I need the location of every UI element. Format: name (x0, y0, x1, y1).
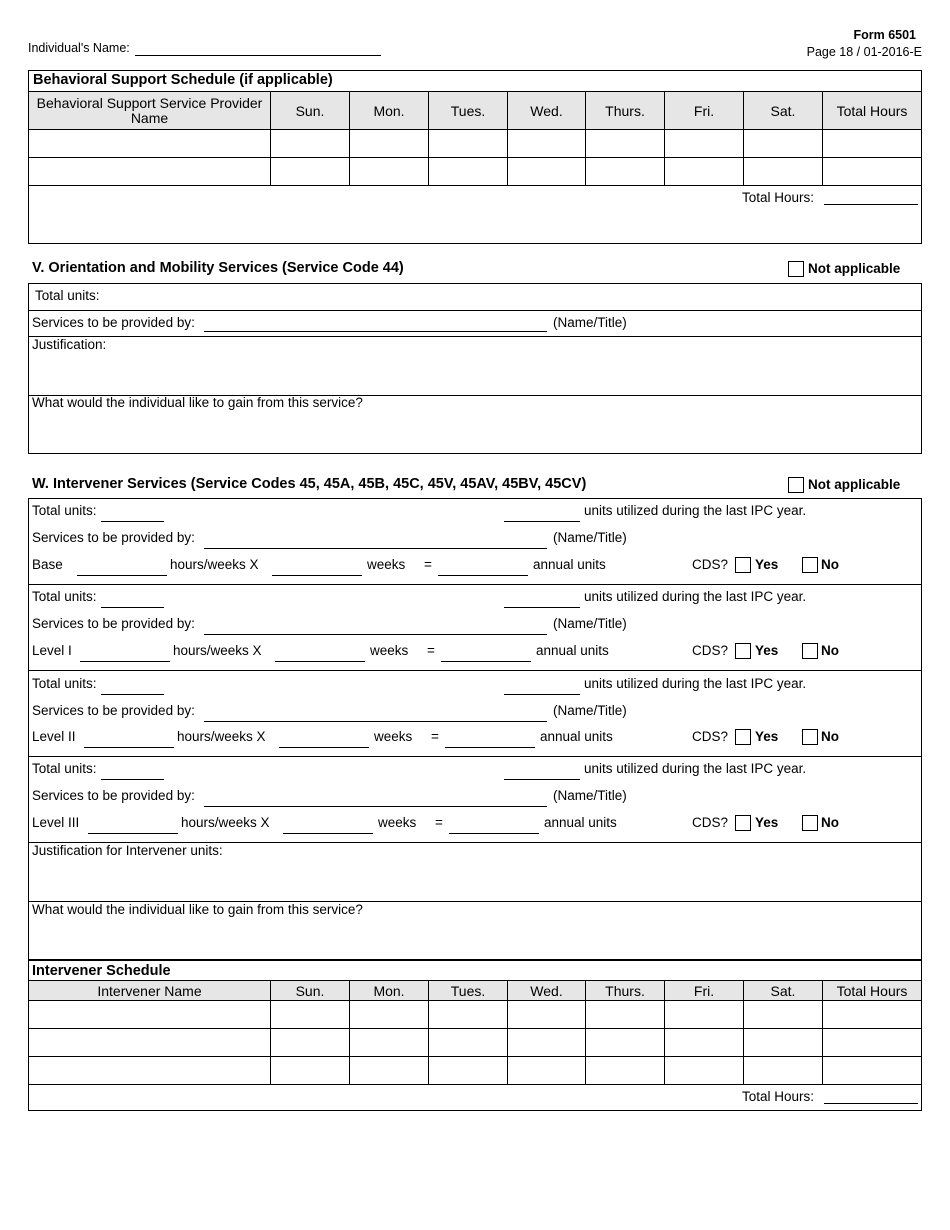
behavioral-support-title: Behavioral Support Schedule (if applicable) (33, 72, 333, 88)
column-header-provider-name: Behavioral Support Service Provider Name (29, 92, 271, 130)
table-cell[interactable] (744, 130, 823, 158)
table-cell[interactable] (29, 130, 271, 158)
table-row (29, 1029, 922, 1057)
table-cell[interactable] (586, 1001, 665, 1029)
section-v-not-applicable-checkbox[interactable] (788, 261, 804, 277)
table-cell[interactable] (350, 1029, 429, 1057)
table-cell[interactable] (823, 1029, 922, 1057)
total-units-label: Total units: (32, 589, 97, 604)
table-row (29, 1057, 922, 1085)
provided-by-label: Services to be provided by: (32, 703, 195, 718)
weeks-label: weeks (374, 729, 413, 744)
column-header-total-hours: Total Hours (823, 92, 922, 130)
divider (28, 670, 922, 671)
cds-yes-checkbox[interactable] (735, 815, 751, 831)
cds-label: CDS? (692, 815, 729, 830)
hours-weeks-label: hours/weeks X (173, 643, 262, 658)
annual-units-field[interactable] (445, 747, 535, 748)
intervener-total-hours-field[interactable] (824, 1103, 918, 1104)
units-utilized-label: units utilized during the last IPC year. (584, 503, 807, 518)
provided-by-label: Services to be provided by: (32, 530, 195, 545)
units-utilized-label: units utilized during the last IPC year. (584, 589, 807, 604)
column-header-wed: Wed. (508, 92, 586, 130)
table-cell[interactable] (29, 1057, 271, 1085)
intervener-schedule-table (28, 980, 922, 1085)
section-v-title: V. Orientation and Mobility Services (Service Code 44) (32, 260, 404, 276)
table-cell[interactable] (271, 1001, 350, 1029)
cds-yes-checkbox[interactable] (735, 643, 751, 659)
section-w-title: W. Intervener Services (Service Codes 45, 45A, 45B, 45C, 45V, 45AV, 45BV, 45CV) (32, 476, 587, 492)
level-label: Level III (32, 815, 80, 830)
annual-units-field[interactable] (449, 833, 539, 834)
cds-yes-label: Yes (755, 557, 779, 572)
column-header-fri: Fri. (665, 981, 744, 1001)
table-cell[interactable] (271, 158, 350, 186)
cds-yes-label: Yes (755, 815, 779, 830)
section-v-provided-by-label: Services to be provided by: (32, 315, 195, 330)
table-cell[interactable] (586, 1029, 665, 1057)
section-w-box (28, 498, 922, 960)
table-cell[interactable] (665, 1001, 744, 1029)
individual-name-label: Individual's Name: (28, 41, 130, 55)
column-header-tues: Tues. (429, 92, 508, 130)
behavioral-total-hours-field[interactable] (824, 204, 918, 205)
table-cell[interactable] (29, 158, 271, 186)
cds-label: CDS? (692, 729, 729, 744)
units-utilized-field[interactable] (504, 779, 580, 780)
provided-by-label: Services to be provided by: (32, 788, 195, 803)
section-w-not-applicable-checkbox[interactable] (788, 477, 804, 493)
provided-by-label: Services to be provided by: (32, 616, 195, 631)
section-w-justification-label: Justification for Intervener units: (32, 843, 223, 858)
column-header-thurs: Thurs. (586, 92, 665, 130)
units-utilized-field[interactable] (504, 694, 580, 695)
annual-units-label: annual units (540, 729, 613, 744)
table-cell[interactable] (744, 1001, 823, 1029)
annual-units-label: annual units (533, 557, 606, 572)
hours-weeks-label: hours/weeks X (170, 557, 259, 572)
table-cell[interactable] (586, 1057, 665, 1085)
column-header-sun: Sun. (271, 981, 350, 1001)
hours-per-week-field[interactable] (84, 747, 174, 748)
table-cell[interactable] (823, 1057, 922, 1085)
section-v-justification-label: Justification: (32, 337, 107, 352)
level-label: Level I (32, 643, 72, 658)
total-units-field[interactable] (101, 607, 164, 608)
cds-no-checkbox[interactable] (802, 729, 818, 745)
cds-no-label: No (821, 643, 839, 658)
hours-weeks-label: hours/weeks X (177, 729, 266, 744)
cds-label: CDS? (692, 557, 729, 572)
cds-yes-label: Yes (755, 729, 779, 744)
cds-no-label: No (821, 557, 839, 572)
section-v-total-units-label: Total units: (35, 288, 100, 303)
divider (28, 584, 922, 585)
total-units-field[interactable] (101, 694, 164, 695)
table-row (29, 1001, 922, 1029)
cds-yes-checkbox[interactable] (735, 557, 751, 573)
weeks-field[interactable] (279, 747, 369, 748)
total-units-label: Total units: (32, 676, 97, 691)
divider (28, 310, 922, 311)
cds-no-checkbox[interactable] (802, 815, 818, 831)
column-header-tues: Tues. (429, 981, 508, 1001)
table-cell[interactable] (271, 1057, 350, 1085)
weeks-field[interactable] (272, 575, 362, 576)
table-row (29, 130, 922, 158)
cds-label: CDS? (692, 643, 729, 658)
table-cell[interactable] (350, 130, 429, 158)
table-cell[interactable] (744, 1057, 823, 1085)
table-cell[interactable] (823, 1001, 922, 1029)
table-cell[interactable] (429, 1057, 508, 1085)
behavioral-support-table (28, 91, 922, 186)
table-cell[interactable] (508, 130, 586, 158)
individual-name-field[interactable] (135, 55, 381, 56)
weeks-field[interactable] (275, 661, 365, 662)
intervener-total-hours-label: Total Hours: (742, 1089, 815, 1104)
name-title-label: (Name/Title) (553, 530, 627, 545)
divider (28, 336, 922, 337)
column-header-sun: Sun. (271, 92, 350, 130)
column-header-total-hours: Total Hours (823, 981, 922, 1001)
table-cell[interactable] (665, 130, 744, 158)
intervener-schedule-title: Intervener Schedule (32, 963, 171, 979)
cds-yes-checkbox[interactable] (735, 729, 751, 745)
table-cell[interactable] (508, 1029, 586, 1057)
hours-per-week-field[interactable] (77, 575, 167, 576)
column-header-mon: Mon. (350, 92, 429, 130)
cds-yes-label: Yes (755, 643, 779, 658)
table-cell[interactable] (271, 130, 350, 158)
table-cell[interactable] (29, 1029, 271, 1057)
weeks-field[interactable] (283, 833, 373, 834)
table-cell[interactable] (350, 1057, 429, 1085)
section-v-provided-by-field[interactable] (204, 331, 547, 332)
column-header-sat: Sat. (744, 92, 823, 130)
table-cell[interactable] (429, 1001, 508, 1029)
section-v-name-title-label: (Name/Title) (553, 315, 627, 330)
weeks-label: weeks (378, 815, 417, 830)
table-cell[interactable] (823, 130, 922, 158)
table-cell[interactable] (744, 158, 823, 186)
table-cell[interactable] (665, 1029, 744, 1057)
column-header-wed: Wed. (508, 981, 586, 1001)
section-w-not-applicable-label: Not applicable (808, 477, 901, 492)
table-cell[interactable] (665, 1057, 744, 1085)
section-w-gain-label: What would the individual like to gain from this service? (32, 902, 363, 917)
name-title-label: (Name/Title) (553, 788, 627, 803)
table-cell[interactable] (271, 1029, 350, 1057)
table-row (29, 158, 922, 186)
total-units-field[interactable] (101, 521, 164, 522)
section-v-not-applicable-label: Not applicable (808, 261, 901, 276)
behavioral-total-hours-label: Total Hours: (742, 190, 815, 205)
name-title-label: (Name/Title) (553, 703, 627, 718)
table-cell[interactable] (823, 158, 922, 186)
section-v-box (28, 283, 922, 454)
units-utilized-label: units utilized during the last IPC year. (584, 761, 807, 776)
table-cell[interactable] (350, 1001, 429, 1029)
table-cell[interactable] (29, 1001, 271, 1029)
annual-units-label: annual units (536, 643, 609, 658)
table-cell[interactable] (350, 158, 429, 186)
table-cell[interactable] (508, 1057, 586, 1085)
weeks-label: weeks (370, 643, 409, 658)
table-cell[interactable] (508, 1001, 586, 1029)
level-label: Level II (32, 729, 76, 744)
column-header-thurs: Thurs. (586, 981, 665, 1001)
total-units-label: Total units: (32, 503, 97, 518)
total-units-label: Total units: (32, 761, 97, 776)
name-title-label: (Name/Title) (553, 616, 627, 631)
units-utilized-field[interactable] (504, 607, 580, 608)
divider (28, 756, 922, 757)
annual-units-field[interactable] (438, 575, 528, 576)
provided-by-field[interactable] (204, 548, 547, 549)
level-label: Base (32, 557, 63, 572)
provided-by-field[interactable] (204, 721, 547, 722)
table-cell[interactable] (429, 1029, 508, 1057)
annual-units-field[interactable] (441, 661, 531, 662)
section-v-gain-label: What would the individual like to gain from this service? (32, 395, 363, 410)
cds-no-checkbox[interactable] (802, 557, 818, 573)
table-cell[interactable] (744, 1029, 823, 1057)
table-cell[interactable] (508, 158, 586, 186)
equals-sign: = (431, 729, 439, 744)
total-units-field[interactable] (101, 779, 164, 780)
table-cell[interactable] (429, 130, 508, 158)
column-header-mon: Mon. (350, 981, 429, 1001)
form-number: Form 6501 (853, 28, 916, 42)
hours-weeks-label: hours/weeks X (181, 815, 270, 830)
units-utilized-label: units utilized during the last IPC year. (584, 676, 807, 691)
column-header-fri: Fri. (665, 92, 744, 130)
annual-units-label: annual units (544, 815, 617, 830)
cds-no-label: No (821, 729, 839, 744)
equals-sign: = (427, 643, 435, 658)
column-header-sat: Sat. (744, 981, 823, 1001)
equals-sign: = (424, 557, 432, 572)
page-info: Page 18 / 01-2016-E (806, 45, 922, 59)
cds-no-label: No (821, 815, 839, 830)
table-cell[interactable] (429, 158, 508, 186)
equals-sign: = (435, 815, 443, 830)
hours-per-week-field[interactable] (88, 833, 178, 834)
table-cell[interactable] (665, 158, 744, 186)
table-cell[interactable] (586, 130, 665, 158)
weeks-label: weeks (367, 557, 406, 572)
column-header-intervener-name: Intervener Name (29, 981, 271, 1001)
hours-per-week-field[interactable] (80, 661, 170, 662)
units-utilized-field[interactable] (504, 521, 580, 522)
table-cell[interactable] (586, 158, 665, 186)
cds-no-checkbox[interactable] (802, 643, 818, 659)
provided-by-field[interactable] (204, 634, 547, 635)
provided-by-field[interactable] (204, 806, 547, 807)
